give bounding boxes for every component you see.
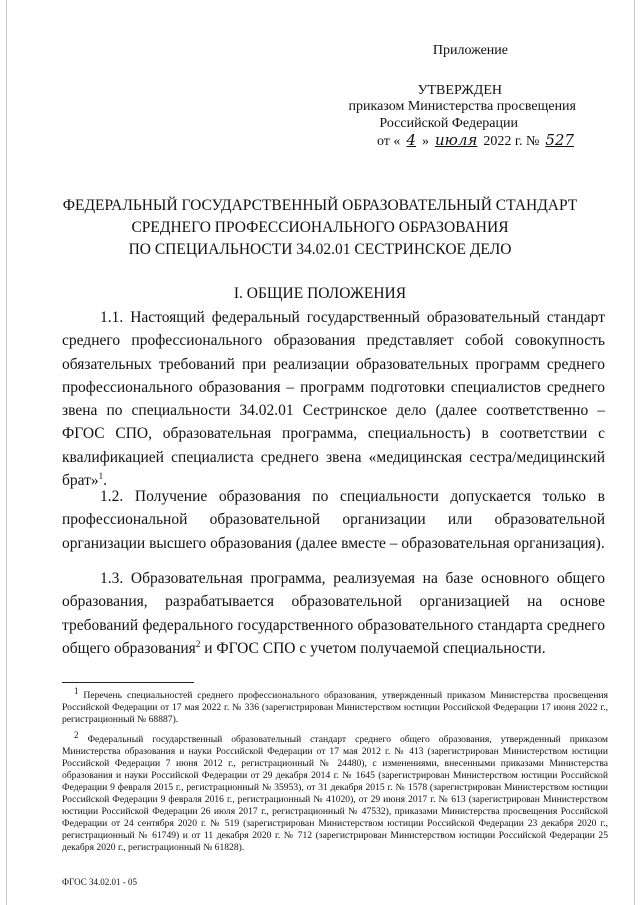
footnote-2-text: Федеральный государственный образовательный стандарт среднего общего образования, утвержденный приказом Министерства образования и науки Российской Федерации от 17 мая 2012 г. № 413 (зарегистрирован Министерством юстиции Российской Федерации 7 июня 2012 г., регистрационный № 24480), с изменениями, внесенными приказами Министерства образования и науки Российской Федерации от 29 декабря 2014 г. № 1645 (зарегистрирован Министерством юстиции Российской Федерации 9 февраля 2015 г., регистрационный № 35953), от 31 декабря 2015 г. № 1578 (зарегистрирован Министерством юстиции Российской Федерации 9 февраля 2016 г., регистрационный № 41020), от 29 июня 2017 г. № 613 (зарегистрирован Министерством юстиции Российской Федерации 26 июля 2017 г., регистрационный № 47532), приказами Министерства просвещения Российской Федерации от 24 сентября 2020 г. № 519 (зарегистрирован Министерством юстиции Российской Федерации 23 декабря 2020 г., регистрационный № 61749) и от 11 декабря 2020 г. № 712 (зарегистрирован Министерством юстиции Российской Федерации 25 декабря 2020 г., регистрационный № 61828).: [62, 734, 608, 853]
paragraph-1-1-text: 1.1. Настоящий федеральный государственный образовательный стандарт среднего профессионального образования представляет собой совокупность обязательных требований при реализации образовательных программ среднего профессионального образования – программ подготовки специалистов среднего звена по специальности 34.02.01 Сестринское дело (далее соответственно – ФГОС СПО, образовательная программа, специальность) в соответствии с квалификацией специалиста среднего звена «медицинская сестра/медицинский брат»: [62, 309, 605, 490]
footnote-ref-1: 1: [98, 470, 104, 481]
handwritten-day: 4: [406, 131, 416, 149]
footnote-1-text: Перечень специальностей среднего профессионального образования, утвержденный приказом Министерства просвещения Российской Федерации от 17 мая 2022 г. № 336 (зарегистрирован Министерством юстиции Российской Федерации 17 июня 2022 г., регистрационный № 68887).: [62, 690, 608, 725]
handwritten-month: июля: [434, 131, 478, 149]
footnote-2-mark: 2: [74, 729, 79, 740]
order-date-line: [377, 132, 580, 150]
scan-edge-right: [634, 0, 635, 905]
footnote-1-mark: 1: [74, 685, 79, 696]
document-title: [30, 195, 610, 261]
order-issuer-line1: приказом Министерства просвещения: [348, 99, 576, 114]
title-line-2: СРЕДНЕГО ПРОФЕССИОНАЛЬНОГО ОБРАЗОВАНИЯ: [131, 219, 509, 236]
footnote-2: [62, 729, 608, 854]
paragraph-1-1-end: .: [103, 472, 108, 490]
title-line-3: ПО СПЕЦИАЛЬНОСТИ 34.02.01 СЕСТРИНСКОЕ ДЕЛО: [128, 241, 512, 258]
page-code: ФГОС 34.02.01 - 05: [62, 877, 137, 887]
date-mid: »: [421, 134, 429, 149]
footnote-ref-2: 2: [195, 638, 201, 649]
paragraph-1-2: 1.2. Получение образования по специальности допускается только в профессиональной образовательной организации или образовательной организации высшего образования (далее вместе – образовательная организация).: [62, 488, 605, 552]
order-issuer-line2: Российской Федерации: [379, 116, 518, 131]
title-line-1: ФЕДЕРАЛЬНЫЙ ГОСУДАРСТВЕННЫЙ ОБРАЗОВАТЕЛЬНЫЙ СТАНДАРТ: [62, 197, 578, 214]
appendix-label: Приложение: [432, 43, 508, 58]
handwritten-order-number: 527: [545, 131, 574, 149]
paragraph-1-3: [62, 567, 605, 660]
section-heading: I. ОБЩИЕ ПОЛОЖЕНИЯ: [233, 285, 407, 302]
paragraph-1-3-end: и ФГОС СПО с учетом получаемой специальности.: [200, 639, 546, 657]
date-year: 2022 г. №: [483, 134, 540, 149]
footnote-divider: [62, 682, 194, 683]
paragraph-1-1: [62, 306, 605, 492]
footnote-1: [62, 685, 608, 726]
scan-edge-left: [6, 0, 7, 905]
paragraph-1-3-text: 1.3. Образовательная программа, реализуемая на базе основного общего образования, разрабатывается образовательной организацией на основе требований федерального государственного образовательного стандарта среднего общего образования: [62, 570, 605, 657]
date-prefix: от «: [376, 134, 401, 149]
approved-label: УТВЕРЖДЕН: [417, 83, 502, 98]
